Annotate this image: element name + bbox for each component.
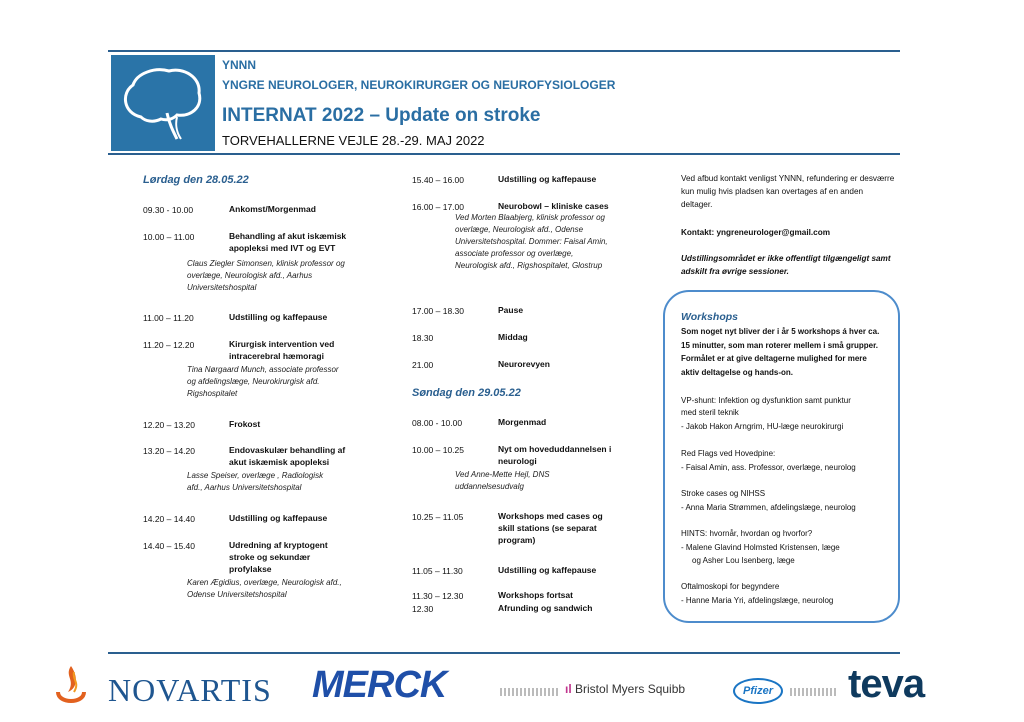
time: 12.20 – 13.20: [143, 420, 195, 430]
novartis-logo: NOVARTIS: [108, 672, 272, 708]
agenda-title: Nyt om hoveduddannelsen i neurologi: [498, 444, 612, 466]
time: 11.00 – 11.20: [143, 313, 194, 323]
contact-label: Kontakt:: [681, 228, 715, 237]
divider-dots: [790, 688, 838, 696]
agenda-title: Afrunding og sandwich: [498, 603, 593, 613]
time: 17.00 – 18.30: [412, 306, 464, 316]
agenda-title: Neurorevyen: [498, 359, 550, 369]
time: 11.30 – 12.30: [412, 591, 464, 601]
agenda-title: Pause: [498, 305, 524, 315]
speaker: Claus Ziegler Simonsen, klinisk professor og overlæge, Neurologisk afd., Aarhus Universitetshospital: [187, 259, 345, 292]
pfizer-logo: Pfizer: [733, 678, 783, 704]
teva-logo: teva: [848, 662, 925, 706]
time: 16.00 – 17.00: [412, 202, 464, 212]
bms-logo: [565, 682, 685, 696]
day1-heading: Lørdag den 28.05.22: [143, 174, 249, 186]
agenda-title: Ankomst/Morgenmad: [229, 204, 316, 214]
page-title: INTERNAT 2022 – Update on stroke: [222, 105, 541, 126]
speaker: Ved Anne-Mette Hejl, DNS uddannelsesudvalg: [455, 470, 550, 491]
agenda-title: Workshops fortsat: [498, 590, 573, 600]
workshop-title: VP-shunt: Infektion og dysfunktion samt punktur: [681, 396, 851, 405]
time: 08.00 - 10.00: [412, 418, 463, 428]
workshops-heading: Workshops: [681, 311, 738, 323]
agenda-title: Frokost: [229, 419, 261, 429]
workshop-presenter: - Faisal Amin, ass. Professor, overlæge, neurolog: [681, 463, 856, 472]
agenda-title: Neurobowl – kliniske cases: [498, 201, 609, 211]
cancel-note: Ved afbud kontakt venligst YNNN, refundering er desværre kun mulig hvis pladsen kan overtages af en anden deltager.: [681, 174, 895, 209]
time: 10.25 – 11.05: [412, 512, 464, 522]
workshops-intro: Som noget nyt bliver der i år 5 workshops á hver ca. 15 minutter, som man roterer mellem i små grupper. Formålet er at give deltagerne mulighed for mere aktiv deltagelse og hands-on.: [681, 327, 880, 377]
venue-line: TORVEHALLERNE VEJLE 28.-29. MAJ 2022: [222, 133, 485, 148]
agenda-title: Endovaskulær behandling af akut iskæmisk apopleksi: [229, 445, 346, 467]
org-full: YNGRE NEUROLOGER, NEUROKIRURGER OG NEUROFYSIOLOGER: [222, 78, 616, 92]
time: 13.20 – 14.20: [143, 446, 195, 456]
speaker: Lasse Speiser, overlæge , Radiologisk afd., Aarhus Universitetshospital: [187, 471, 324, 492]
agenda-title: Middag: [498, 332, 528, 342]
time: 10.00 – 10.25: [412, 445, 464, 455]
time: 15.40 – 16.00: [412, 175, 464, 185]
exhibit-note: Udstillingsområdet er ikke offentligt tilgængeligt samt adskilt fra øvrige sessioner.: [681, 254, 891, 276]
speaker: Tina Nørgaard Munch, associate professor og afdelingslæge, Neurokirurgisk afd. Rigshospitalet: [187, 365, 339, 398]
workshop-title: Oftalmoskopi for begyndere: [681, 582, 780, 591]
divider-dots: [500, 688, 560, 696]
workshop-presenter: og Asher Lou Isenberg, læge: [692, 556, 795, 565]
workshop-title: med steril teknik: [681, 408, 739, 417]
workshop-presenter: - Jakob Hakon Arngrim, HU-læge neurokirurgi: [681, 422, 844, 431]
workshop-presenter: - Malene Glavind Holmsted Kristensen, læge: [681, 543, 840, 552]
agenda-title: Workshops med cases og skill stations (se separat program): [498, 511, 603, 545]
contact-email[interactable]: yngreneurologer@gmail.com: [716, 228, 831, 237]
org-short: YNNN: [222, 58, 257, 72]
time: 21.00: [412, 360, 434, 370]
time: 14.20 – 14.40: [143, 514, 195, 524]
agenda-title: Morgenmad: [498, 417, 547, 427]
agenda-title: Kirurgisk intervention ved intracerebral hæmoragi: [229, 339, 335, 361]
workshop-title: Red Flags ved Hovedpine:: [681, 449, 776, 458]
merck-logo: MERCK: [312, 664, 447, 706]
workshop-presenter: - Hanne Maria Yri, afdelingslæge, neurolog: [681, 596, 834, 605]
header-rule: [108, 153, 900, 155]
time: 12.30: [412, 604, 434, 614]
workshop-title: HINTS: hvornår, hvordan og hvorfor?: [681, 529, 813, 538]
speaker: Karen Ægidius, overlæge, Neurologisk afd., Odense Universitetshospital: [187, 578, 342, 599]
footer-rule: [108, 652, 900, 654]
top-rule: [108, 50, 900, 52]
bms-icon: ıl: [565, 682, 572, 696]
agenda-title: Udredning af kryptogent stroke og sekundær profylakse: [229, 540, 328, 574]
time: 14.40 – 15.40: [143, 541, 195, 551]
time: 11.20 – 12.20: [143, 340, 195, 350]
agenda-title: Udstilling og kaffepause: [498, 174, 597, 184]
contact-line: [681, 226, 896, 239]
time: 18.30: [412, 333, 434, 343]
workshop-title: Stroke cases og NIHSS: [681, 489, 766, 498]
novartis-flame-icon: [50, 662, 92, 713]
speaker: Ved Morten Blaabjerg, klinisk professor og overlæge, Neurologisk afd., Odense Universitetshospital. Dommer: Faisal Amin, associate professor og overlæge, Neurologisk afd., Rigshospitalet, Glostrup: [455, 213, 608, 270]
workshop-presenter: - Anna Maria Strømmen, afdelingslæge, neurolog: [681, 503, 856, 512]
agenda-title: Behandling af akut iskæmisk apopleksi med IVT og EVT: [229, 231, 347, 253]
agenda-title: Udstilling og kaffepause: [229, 513, 328, 523]
time: 09.30 - 10.00: [143, 205, 194, 215]
agenda-title: Udstilling og kaffepause: [229, 312, 328, 322]
brain-logo: [111, 55, 215, 151]
bms-name: Bristol Myers Squibb: [575, 682, 686, 696]
brain-icon: [111, 55, 215, 151]
time: 11.05 – 11.30: [412, 566, 463, 576]
agenda-title: Udstilling og kaffepause: [498, 565, 597, 575]
day2-heading: Søndag den 29.05.22: [412, 387, 521, 399]
time: 10.00 – 11.00: [143, 232, 195, 242]
